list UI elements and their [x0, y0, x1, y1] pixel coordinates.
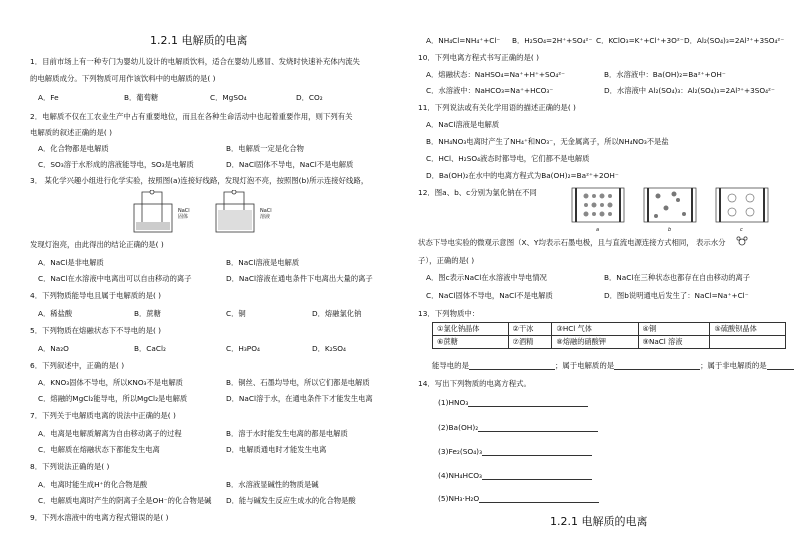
q2-stem-line2: 电解质的叙述正确的是( )	[30, 128, 113, 137]
substance-cell: ⑨NaCl 溶液	[638, 336, 710, 349]
q10-option-a: A．熔融状态：NaHSO₄=Na⁺+H⁺+SO₄²⁻	[426, 70, 566, 79]
q7-option-b: B．溶于水时能发生电离的都是电解质	[226, 429, 348, 438]
q13-stem: 13．下列物质中：	[418, 309, 480, 318]
q14-item-2-label: (2)Ba(OH)₂	[438, 423, 479, 432]
q13-nonelectrolyte-label: ；属于非电解质的是	[700, 361, 767, 370]
q3-circuit-figure	[130, 190, 280, 236]
substance-cell: ①氯化钠晶体	[433, 323, 509, 336]
q6-option-d: D．NaCl溶于水，在通电条件下才能发生电离	[226, 394, 373, 403]
q7-option-c: C．电解质在熔融状态下都能发生电离	[38, 445, 160, 454]
q14-item-1-blank[interactable]	[468, 399, 588, 407]
q1-option-d: D．CO₂	[296, 93, 323, 102]
substance-cell: ⑦酒精	[508, 336, 552, 349]
q2-stem-line1: 2．电解质不仅在工农业生产中占有重要地位，而且在各种生命活动中也起着重要作用，则下列有关	[30, 112, 353, 121]
q6-option-c: C．熔融的MgCl₂能导电，所以MgCl₂是电解质	[38, 394, 188, 403]
q12-option-d: D．图b说明通电后发生了：NaCl=Na⁺+Cl⁻	[604, 291, 749, 300]
q7-option-a: A．电离是电解质解离为自由移动离子的过程	[38, 429, 182, 438]
q3-stem-line2: 发现灯泡亮，由此得出的结论正确的是( )	[30, 240, 164, 249]
q1-option-c: C．MgSO₄	[210, 93, 247, 102]
figure-label-a: a	[596, 227, 600, 233]
q14-item-3-label: (3)Fe₂(SO₄)₃	[438, 447, 483, 456]
q14-item-3	[438, 447, 592, 456]
q5-option-b: B．CaCl₂	[134, 344, 166, 353]
q5-option-a: A．Na₂O	[38, 344, 69, 353]
q14-item-4	[438, 471, 592, 480]
q11-option-b: B．NH₄NO₃电离时产生了NH₄⁺和NO₃⁻，无金属离子，所以NH₄NO₃不是盐	[426, 137, 669, 146]
q12-stem-line1: 12．图a、b、c分别为氯化钠在不同	[418, 188, 537, 197]
q8-stem: 8．下列说法正确的是( )	[30, 462, 110, 471]
q1-option-a: A．Fe	[38, 93, 59, 102]
q7-option-d: D．电解质通电时才能发生电离	[226, 445, 327, 454]
q8-option-d: D．能与碱发生反应生成水的化合物是酸	[226, 496, 356, 505]
q3-option-d: D．NaCl溶液在通电条件下电离出大量的离子	[226, 274, 373, 283]
q4-stem: 4．下列物质能导电且属于电解质的是( )	[30, 291, 162, 300]
q14-item-5-label: (5)NH₃·H₂O	[438, 494, 480, 503]
q8-option-c: C．电解质电离时产生的阴离子全是OH⁻的化合物是碱	[38, 496, 212, 505]
q9-option-a: A．NH₄Cl=NH₄⁺+Cl⁻	[426, 36, 501, 45]
q14-item-2	[438, 423, 598, 432]
q14-item-4-blank[interactable]	[482, 472, 592, 480]
q14-item-5-blank[interactable]	[479, 495, 599, 503]
q2-option-b: B．电解质一定是化合物	[226, 144, 304, 153]
q14-stem: 14．写出下列物质的电离方程式。	[418, 379, 531, 388]
q12-option-c: C．NaCl固体不导电，NaCl不是电解质	[426, 291, 553, 300]
q4-option-a: A．稀盐酸	[38, 309, 73, 318]
q3-option-b: B．NaCl溶液是电解质	[226, 258, 300, 267]
substance-cell: ④铜	[638, 323, 710, 336]
q9-option-c: C．KClO₃=K⁺+Cl⁺+3O²⁻	[596, 36, 684, 45]
table-row	[433, 323, 786, 336]
q14-item-1-label: (1)HNO₃	[438, 398, 469, 407]
q1-stem-line1: 1．目前市场上有一种专门为婴幼儿设计的电解质饮料，适合在婴幼儿感冒、发烧时快速补充体内流失	[30, 57, 360, 66]
q3-stem-line1: 3． 某化学兴趣小组进行化学实验，按照图(a)连接好线路，发现灯泡不亮，按照图(b)所示连接好线路，	[30, 176, 369, 185]
substance-cell: ⑥蔗糖	[433, 336, 509, 349]
q9-option-b: B．H₂SO₄=2H⁺+SO₄²⁻	[512, 36, 593, 45]
q13-nonelectrolyte-blank[interactable]	[767, 362, 794, 370]
substance-cell: ⑤硫酸钡晶体	[710, 323, 786, 336]
figure-a-beaker	[134, 190, 172, 232]
q13-conductive-label: 能导电的是	[432, 361, 469, 370]
q12-option-a: A．图c表示NaCl在水溶液中导电情况	[426, 273, 547, 282]
q8-option-a: A．电离时能生成H⁺的化合物是酸	[38, 480, 148, 489]
figure-label-b: b	[668, 227, 672, 233]
q6-stem: 6．下列叙述中，正确的是( )	[30, 361, 125, 370]
q14-item-2-blank[interactable]	[478, 424, 598, 432]
q12-stem-line3: 子），正确的是( )	[418, 256, 475, 265]
figure-a-label: NaCl 固体	[178, 208, 190, 220]
q3-option-c: C．NaCl在水溶液中电离出可以自由移动的离子	[38, 274, 192, 283]
q4-option-c: C．铜	[226, 309, 246, 318]
q10-stem: 10．下列电离方程式书写正确的是( )	[418, 53, 539, 62]
empty-cell	[710, 336, 786, 349]
q2-option-c: C．SO₃溶于水形成的溶液能导电，SO₃是电解质	[38, 160, 194, 169]
q9-stem: 9．下列水溶液中的电离方程式错误的是( )	[30, 513, 169, 522]
q6-option-a: A．KNO₃固体不导电，所以KNO₃不是电解质	[38, 378, 183, 387]
footer-title: 1.2.1 电解质的电离	[550, 515, 648, 528]
q1-stem-line2: 的电解质成分。下列物质可用作该饮料中的电解质的是( )	[30, 74, 216, 83]
q3-option-a: A．NaCl是非电解质	[38, 258, 104, 267]
substance-cell: ②干冰	[508, 323, 552, 336]
q2-option-a: A．化合物都是电解质	[38, 144, 109, 153]
q13-electrolyte-blank[interactable]	[614, 362, 700, 370]
q12-stem-line2: 状态下导电实验的微观示意图（X、Y均表示石墨电极，且与直流电源连接方式相同， 表示水分	[418, 238, 726, 247]
q13-substance-table	[432, 322, 786, 349]
q13-conductive-blank[interactable]	[469, 362, 555, 370]
q6-option-b: B．铜丝、石墨均导电，所以它们都是电解质	[226, 378, 370, 387]
q10-option-b: B．水溶液中：Ba(OH)₂=Ba²⁺+OH⁻	[604, 70, 726, 79]
q11-option-c: C．HCl、H₂SO₄液态时都导电，它们都不是电解质	[426, 154, 590, 163]
q14-item-1	[438, 398, 588, 407]
substance-cell: ③HCl 气体	[552, 323, 638, 336]
q10-option-d: D．水溶液中 Al₂(SO₄)₃：Al₂(SO₄)₃=2Al³⁺+3SO₄²⁻	[604, 86, 775, 95]
q14-item-3-blank[interactable]	[482, 448, 592, 456]
q4-option-d: D．熔融氯化钠	[312, 309, 362, 318]
table-row	[433, 336, 786, 349]
page-title: 1.2.1 电解质的电离	[150, 34, 248, 47]
q1-option-b: B．葡萄糖	[124, 93, 159, 102]
q13-answer-line	[432, 361, 794, 370]
q10-option-c: C．水溶液中：NaHCO₃=Na⁺+HCO₃⁻	[426, 86, 554, 95]
substance-cell: ⑧熔融的硝酸钾	[552, 336, 638, 349]
q11-option-a: A．NaCl溶液是电解质	[426, 120, 500, 129]
q14-item-5	[438, 494, 599, 503]
q13-electrolyte-label: ；属于电解质的是	[554, 361, 615, 370]
q4-option-b: B．蔗糖	[134, 309, 161, 318]
q9-option-d: D．Al₂(SO₄)₃=2Al³⁺+3SO₄²⁻	[684, 36, 785, 45]
figure-a-panel	[572, 188, 624, 222]
q8-option-b: B．水溶液显碱性的物质是碱	[226, 480, 319, 489]
figure-c-panel	[716, 188, 768, 222]
q5-option-d: D．K₂SO₄	[312, 344, 346, 353]
figure-label-c: c	[740, 227, 743, 233]
figure-b-panel	[644, 188, 696, 222]
q2-option-d: D．NaCl固体不导电，NaCl不是电解质	[226, 160, 354, 169]
q12-option-b: B．NaCl在三种状态也都存在自由移动的离子	[604, 273, 751, 282]
figure-b-label: NaCl 溶液	[260, 208, 272, 220]
figure-b-beaker	[216, 190, 254, 232]
q12-micro-figure	[566, 184, 778, 230]
q11-stem: 11．下列说法或有关化学用语的描述正确的是( )	[418, 103, 576, 112]
q5-stem: 5．下列物质在熔融状态下不导电的是( )	[30, 326, 162, 335]
q5-option-c: C．H₃PO₄	[226, 344, 260, 353]
q14-item-4-label: (4)NH₄HCO₃	[438, 471, 483, 480]
water-molecule-icon	[736, 236, 748, 247]
q11-option-d: D．Ba(OH)₂在水中的电离方程式为Ba(OH)₂=Ba²⁺+2OH⁻	[426, 171, 619, 180]
q7-stem: 7．下列关于电解质电离的说法中正确的是( )	[30, 411, 176, 420]
